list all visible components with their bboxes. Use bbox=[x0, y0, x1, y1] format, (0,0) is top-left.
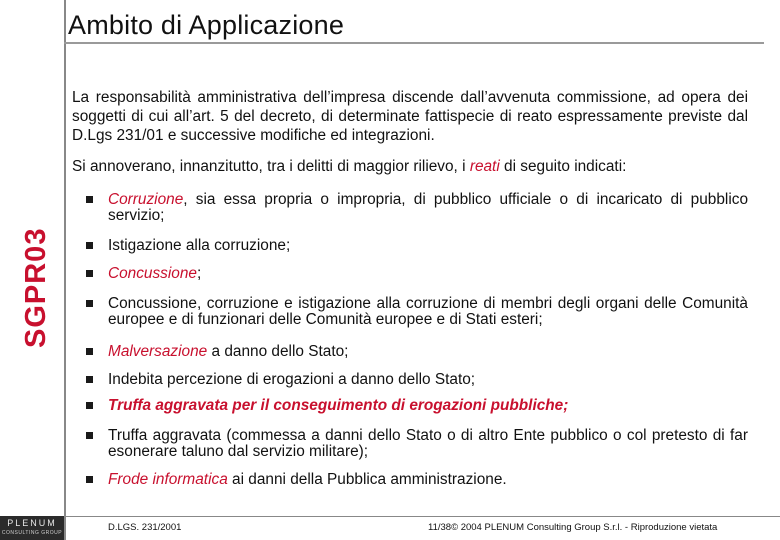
list-intro-post: di seguito indicati: bbox=[499, 158, 627, 175]
list-item bbox=[86, 238, 748, 254]
list-item-highlight: Truffa aggravata per il conseguimento di erogazioni pubbliche; bbox=[108, 397, 569, 414]
square-bullet-icon bbox=[86, 348, 93, 355]
list-item bbox=[86, 372, 748, 388]
list-item-text: ; bbox=[196, 265, 202, 282]
list-item-text: Indebita percezione di erogazioni a danno dello Stato; bbox=[108, 371, 476, 388]
list-item bbox=[86, 192, 748, 224]
square-bullet-icon bbox=[86, 402, 93, 409]
square-bullet-icon bbox=[86, 300, 93, 307]
list-item-text: ai danni della Pubblica amministrazione. bbox=[227, 471, 507, 488]
list-intro-pre: Si annoverano, innanzitutto, tra i delitti di maggior rilievo, i bbox=[72, 158, 470, 175]
list-item-highlight: Malversazione bbox=[108, 343, 208, 360]
list-item bbox=[86, 472, 748, 488]
side-code-label: SGPR03 bbox=[20, 227, 52, 348]
square-bullet-icon bbox=[86, 196, 93, 203]
list-item-highlight: Frode informatica bbox=[108, 471, 228, 488]
list-intro-paragraph bbox=[72, 157, 748, 176]
list-intro-highlight: reati bbox=[469, 158, 500, 175]
list-item-text: Istigazione alla corruzione; bbox=[108, 237, 291, 254]
square-bullet-icon bbox=[86, 270, 93, 277]
square-bullet-icon bbox=[86, 376, 93, 383]
footer-right-text: 11/38© 2004 PLENUM Consulting Group S.r.l. - Riproduzione vietata bbox=[428, 522, 718, 533]
logo-name: PLENUM bbox=[7, 518, 57, 528]
list-item bbox=[86, 266, 748, 282]
list-item-text: Concussione, corruzione e istigazione alla corruzione di membri degli organi delle Comunità europee e di funzionari delle Comunità europee e di Stati esteri; bbox=[108, 295, 748, 328]
title-underline bbox=[64, 42, 764, 44]
square-bullet-icon bbox=[86, 242, 93, 249]
footer-left-text: D.LGS. 231/2001 bbox=[108, 522, 182, 533]
list-item bbox=[86, 296, 748, 328]
list-item bbox=[86, 398, 748, 414]
list-item-text: , sia essa propria o impropria, di pubblico ufficiale o di incaricato di pubblico servizio; bbox=[108, 191, 748, 224]
list-item bbox=[86, 428, 748, 460]
list-item bbox=[86, 344, 748, 360]
plenum-logo bbox=[0, 516, 64, 540]
square-bullet-icon bbox=[86, 432, 93, 439]
list-item-highlight: Concussione bbox=[108, 265, 197, 282]
list-item-text: Truffa aggravata (commessa a danni dello Stato o di altro Ente pubblico o col pretesto di far esonerare taluno dal servizio militare); bbox=[108, 427, 748, 460]
slide-title: Ambito di Applicazione bbox=[68, 10, 345, 40]
footer-rule bbox=[64, 516, 780, 517]
list-item-highlight: Corruzione bbox=[108, 191, 184, 208]
intro-paragraph: La responsabilità amministrativa dell’impresa discende dall’avvenuta commissione, ad opera dei soggetti di cui all’art. 5 del decreto, di determinate fattispecie di reato espressamente previste dal D.Lgs 231/01 e successive modifiche ed integrazioni. bbox=[72, 89, 748, 144]
square-bullet-icon bbox=[86, 476, 93, 483]
logo-sub: CONSULTING GROUP bbox=[1, 530, 63, 536]
list-item-text: a danno dello Stato; bbox=[207, 343, 349, 360]
body-content bbox=[72, 88, 748, 186]
